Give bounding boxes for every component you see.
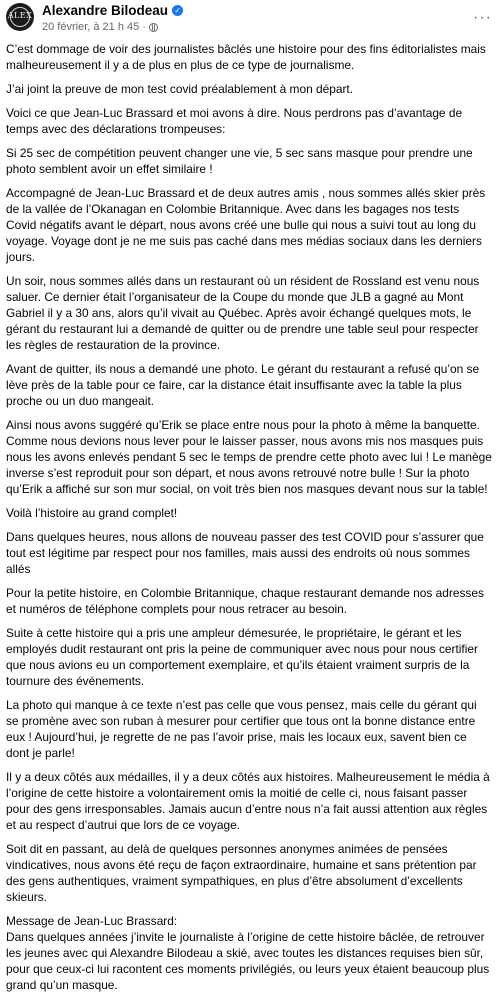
meta-separator: ·: [142, 21, 146, 33]
avatar[interactable]: [6, 3, 34, 31]
post-paragraph: La photo qui manque à ce texte n’est pas celle que vous pensez, mais celle du gérant qui se promène avec son ruban à mesurer pour certifier que tous ont la bonne distance entre eux ! Aujourd’hui, je regrette de ne pas l’avoir prise, mais les locaux eux, savent bien ce dont je parle!: [6, 698, 477, 760]
post-paragraph: Voilà l’histoire au grand complet!: [6, 506, 178, 520]
author-row: [42, 3, 183, 18]
post-body: [6, 41, 492, 1001]
author-name[interactable]: Alexandre Bilodeau: [42, 3, 169, 18]
post-paragraph: Si 25 sec de compétition peuvent changer une vie, 5 sec sans masque pour prendre une photo semblent avoir un effet similaire !: [6, 146, 473, 176]
post-paragraph: J’ai joint la preuve de mon test covid préalablement à mon départ.: [6, 82, 354, 96]
post-timestamp[interactable]: 20 février, à 21 h 45: [42, 21, 140, 33]
post-paragraph: Il y a deux côtés aux médailles, il y a deux côtés aux histoires. Malheureusement le média à l’origine de cette histoire a volontairement omis la moitié de celle ci, nous faisant passer pour des gens irresponsables. Jamais aucun d’entre nous n’a fait aussi attention aux règles et au respect d’autrui que lors de ce voyage.: [6, 770, 490, 832]
post-paragraph: Accompagné de Jean-Luc Brassard et de deux autres amis , nous sommes allés skier près de la vallée de l’Okanagan en Colombie Britannique. Avec dans les bagages nos tests Covid négatifs avant le départ, nous avons créé une bulle qui nous a suivi tout au long du voyage. Voyage dont je ne me suis pas caché dans mes médias sociaux dans les derniers jours.: [6, 186, 486, 264]
post-header: [0, 0, 500, 38]
post-paragraph: Suite à cette histoire qui a pris une ampleur démesurée, le propriétaire, le gérant et les employés dudit restaurant ont pris la peine de communiquer avec nous pour nous certifier que nous avions eu un comportement exemplaire, et qu’ils étaient vraiment surpris de la tournure des événements.: [6, 626, 478, 688]
post-paragraph: C’est dommage de voir des journalistes bâclés une histoire pour des fins éditorialistes mais malheureusement il y a de plus en plus de ce type de journalisme.: [6, 42, 486, 72]
verified-badge-icon: ✓: [172, 5, 183, 16]
post-paragraph: Avant de quitter, ils nous a demandé une photo. Le gérant du restaurant a refusé qu’on se lève près de la table pour ce faire, car la distance était insuffisante avec la table la plus proche ou un duo mangeait.: [6, 362, 480, 408]
post-paragraph: Message de Jean-Luc Brassard: Dans quelques années j’invite le journaliste à l’origine de cette histoire bâclée, de retrouver les jeunes avec qui Alexandre Bilodeau a skié, avec toutes les distances requises bien sûr, pour que ceux-ci lui racontent ces moments privilégiés, ou leurs yeux étaient beaucoup plus grand qu’un masque.: [6, 914, 490, 992]
post-paragraph: Soit dit en passant, au delà de quelques personnes anonymes animées de pensées vindicatives, nous avons été reçu de façon extraordinaire, humaine et sans prétention par des gens authentiques, vraiment sympathiques, en plus d’être absolument d’excellents skieurs.: [6, 842, 477, 904]
post-paragraph: Ainsi nous avons suggéré qu’Erik se place entre nous pour la photo à même la banquette. Comme nous devions nous lever pour le laisser passer, nous avons mis nos masques puis nous les avons enlevés pendant 5 sec le temps de prendre cette photo avec lui ! Le manège inverse s’est reproduit pour son départ, et nous avons retrouvé notre bulle ! Sur la photo qu’Erik a affiché sur son mur social, on voit très bien nos masques devant nous sur la table!: [6, 418, 492, 496]
avatar-monogram: ALEX: [7, 11, 33, 20]
post-meta: [42, 21, 158, 33]
post-paragraph: Voici ce que Jean-Luc Brassard et moi avons à dire. Nous perdrons pas d’avantage de temps avec des déclarations trompeuses:: [6, 106, 463, 136]
post-paragraph: Pour la petite histoire, en Colombie Britannique, chaque restaurant demande nos adresses et numéros de téléphone complets pour nous retracer au besoin.: [6, 586, 484, 616]
post-paragraph: Dans quelques heures, nous allons de nouveau passer des test COVID pour s’assurer que tout est légitime par respect pour nos familles, mais aussi des endroits où nous sommes allés: [6, 530, 484, 576]
globe-icon[interactable]: [149, 23, 158, 32]
post-paragraph: Un soir, nous sommes allés dans un restaurant où un résident de Rossland est venu nous saluer. Ce dernier était l’organisateur de la Coupe du monde que JLB a gagné au Mont Gabriel il y a 30 ans, alors qu’il vivait au Québec. Après avoir échangé quelques mots, le gérant du restaurant lui a demandé de quitter ou de prendre une table seul pour respecter les règles de restauration de la province.: [6, 274, 480, 352]
more-options-button[interactable]: ···: [473, 9, 492, 26]
